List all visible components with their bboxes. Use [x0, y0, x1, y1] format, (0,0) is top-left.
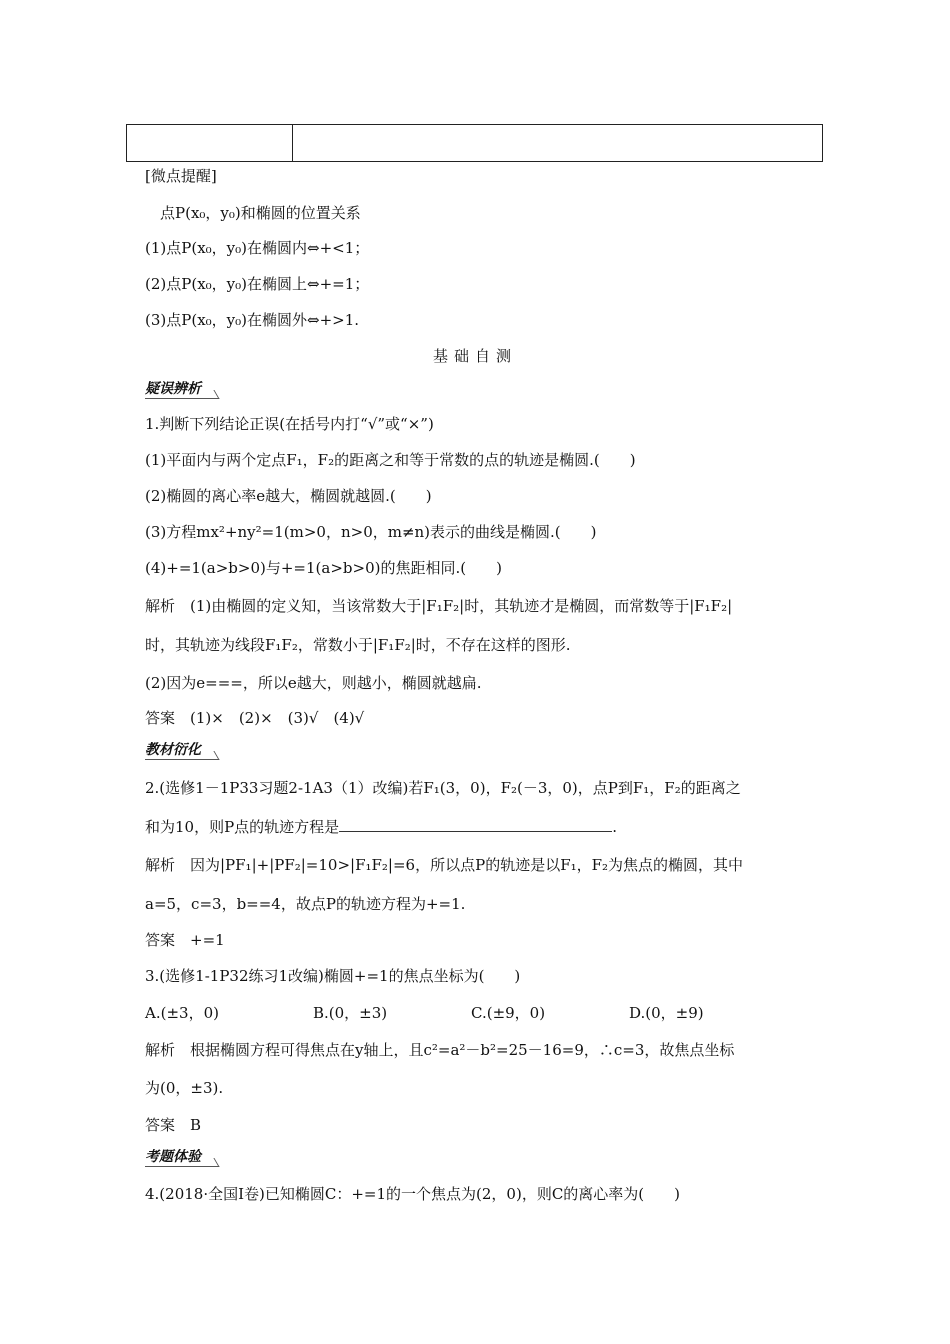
- answer-blank: [339, 817, 612, 832]
- tip-header: [微点提醒]: [145, 167, 217, 185]
- stem-text: 和为10，则P点的轨迹方程是: [145, 818, 340, 836]
- question-stem: 3.(选修1-1P32练习1改编)椭圆+=1的焦点坐标为( ): [145, 967, 521, 985]
- analysis-line: 解析 根据椭圆方程可得焦点在y轴上，且c²=a²－b²=25－16=9，∴c=3，故焦点坐标: [145, 1041, 735, 1059]
- table-cell: [293, 125, 822, 161]
- tip-item: (1)点P(x₀，y₀)在椭圆内⇔+<1；: [145, 239, 370, 257]
- analysis-line: 解析 因为|PF₁|+|PF₂|=10>|F₁F₂|=6，所以点P的轨迹是以F₁，F₂为焦点的椭圆，其中: [145, 856, 744, 874]
- analysis-line: 时，其轨迹为线段F₁F₂，常数小于|F₁F₂|时，不存在这样的图形.: [145, 636, 571, 654]
- analysis-line: 为(0，±3).: [145, 1079, 224, 1097]
- section-tag: 教材衍化: [145, 741, 217, 760]
- question-item: (4)+=1(a>b>0)与+=1(a>b>0)的焦距相同.( ): [145, 559, 502, 577]
- question-item: (3)方程mx²+ny²=1(m>0，n>0，m≠n)表示的曲线是椭圆.( ): [145, 523, 597, 541]
- section-tag: 考题体验: [145, 1148, 217, 1167]
- question-stem: 2.(选修1－1P33习题2-1A3（1）改编)若F₁(3，0)，F₂(－3，0)，点P到F₁，F₂的距离之: [145, 779, 741, 797]
- question-stem: 1.判断下列结论正误(在括号内打“√”或“×”): [145, 415, 434, 433]
- question-item: (1)平面内与两个定点F₁，F₂的距离之和等于常数的点的轨迹是椭圆.( ): [145, 451, 636, 469]
- question-stem: 4.(2018·全国Ⅰ卷)已知椭圆C：+=1的一个焦点为(2，0)，则C的离心率为( ): [145, 1185, 681, 1203]
- tip-item: (3)点P(x₀，y₀)在椭圆外⇔+>1.: [145, 311, 360, 329]
- question-item: (2)椭圆的离心率e越大，椭圆就越圆.( ): [145, 487, 432, 505]
- option-b: B.(0，±3): [313, 1004, 388, 1022]
- answer-line: 答案 (1)× (2)× (3)√ (4)√: [145, 709, 365, 727]
- analysis-line: a=5，c=3，b==4，故点P的轨迹方程为+=1.: [145, 895, 466, 913]
- answer-line: 答案 +=1: [145, 931, 225, 949]
- table-fragment: [126, 124, 823, 162]
- analysis-line: (2)因为e===，所以e越大，则越小，椭圆就越扁.: [145, 674, 482, 692]
- analysis-line: 解析 (1)由椭圆的定义知，当该常数大于|F₁F₂|时，其轨迹才是椭圆，而常数等于|F₁F₂|: [145, 597, 733, 615]
- section-tag: 疑误辨析: [145, 380, 217, 399]
- section-title: 基础自测: [432, 347, 517, 365]
- option-c: C.(±9，0): [471, 1004, 546, 1022]
- table-cell: [127, 125, 293, 161]
- option-d: D.(0，±9): [629, 1004, 704, 1022]
- question-stem: [145, 817, 617, 837]
- tip-item: (2)点P(x₀，y₀)在椭圆上⇔+=1；: [145, 275, 370, 293]
- answer-line: 答案 B: [145, 1116, 202, 1134]
- option-a: A.(±3，0): [145, 1004, 219, 1022]
- stem-text: .: [612, 818, 617, 836]
- tip-intro: 点P(x₀，y₀)和椭圆的位置关系: [160, 204, 361, 222]
